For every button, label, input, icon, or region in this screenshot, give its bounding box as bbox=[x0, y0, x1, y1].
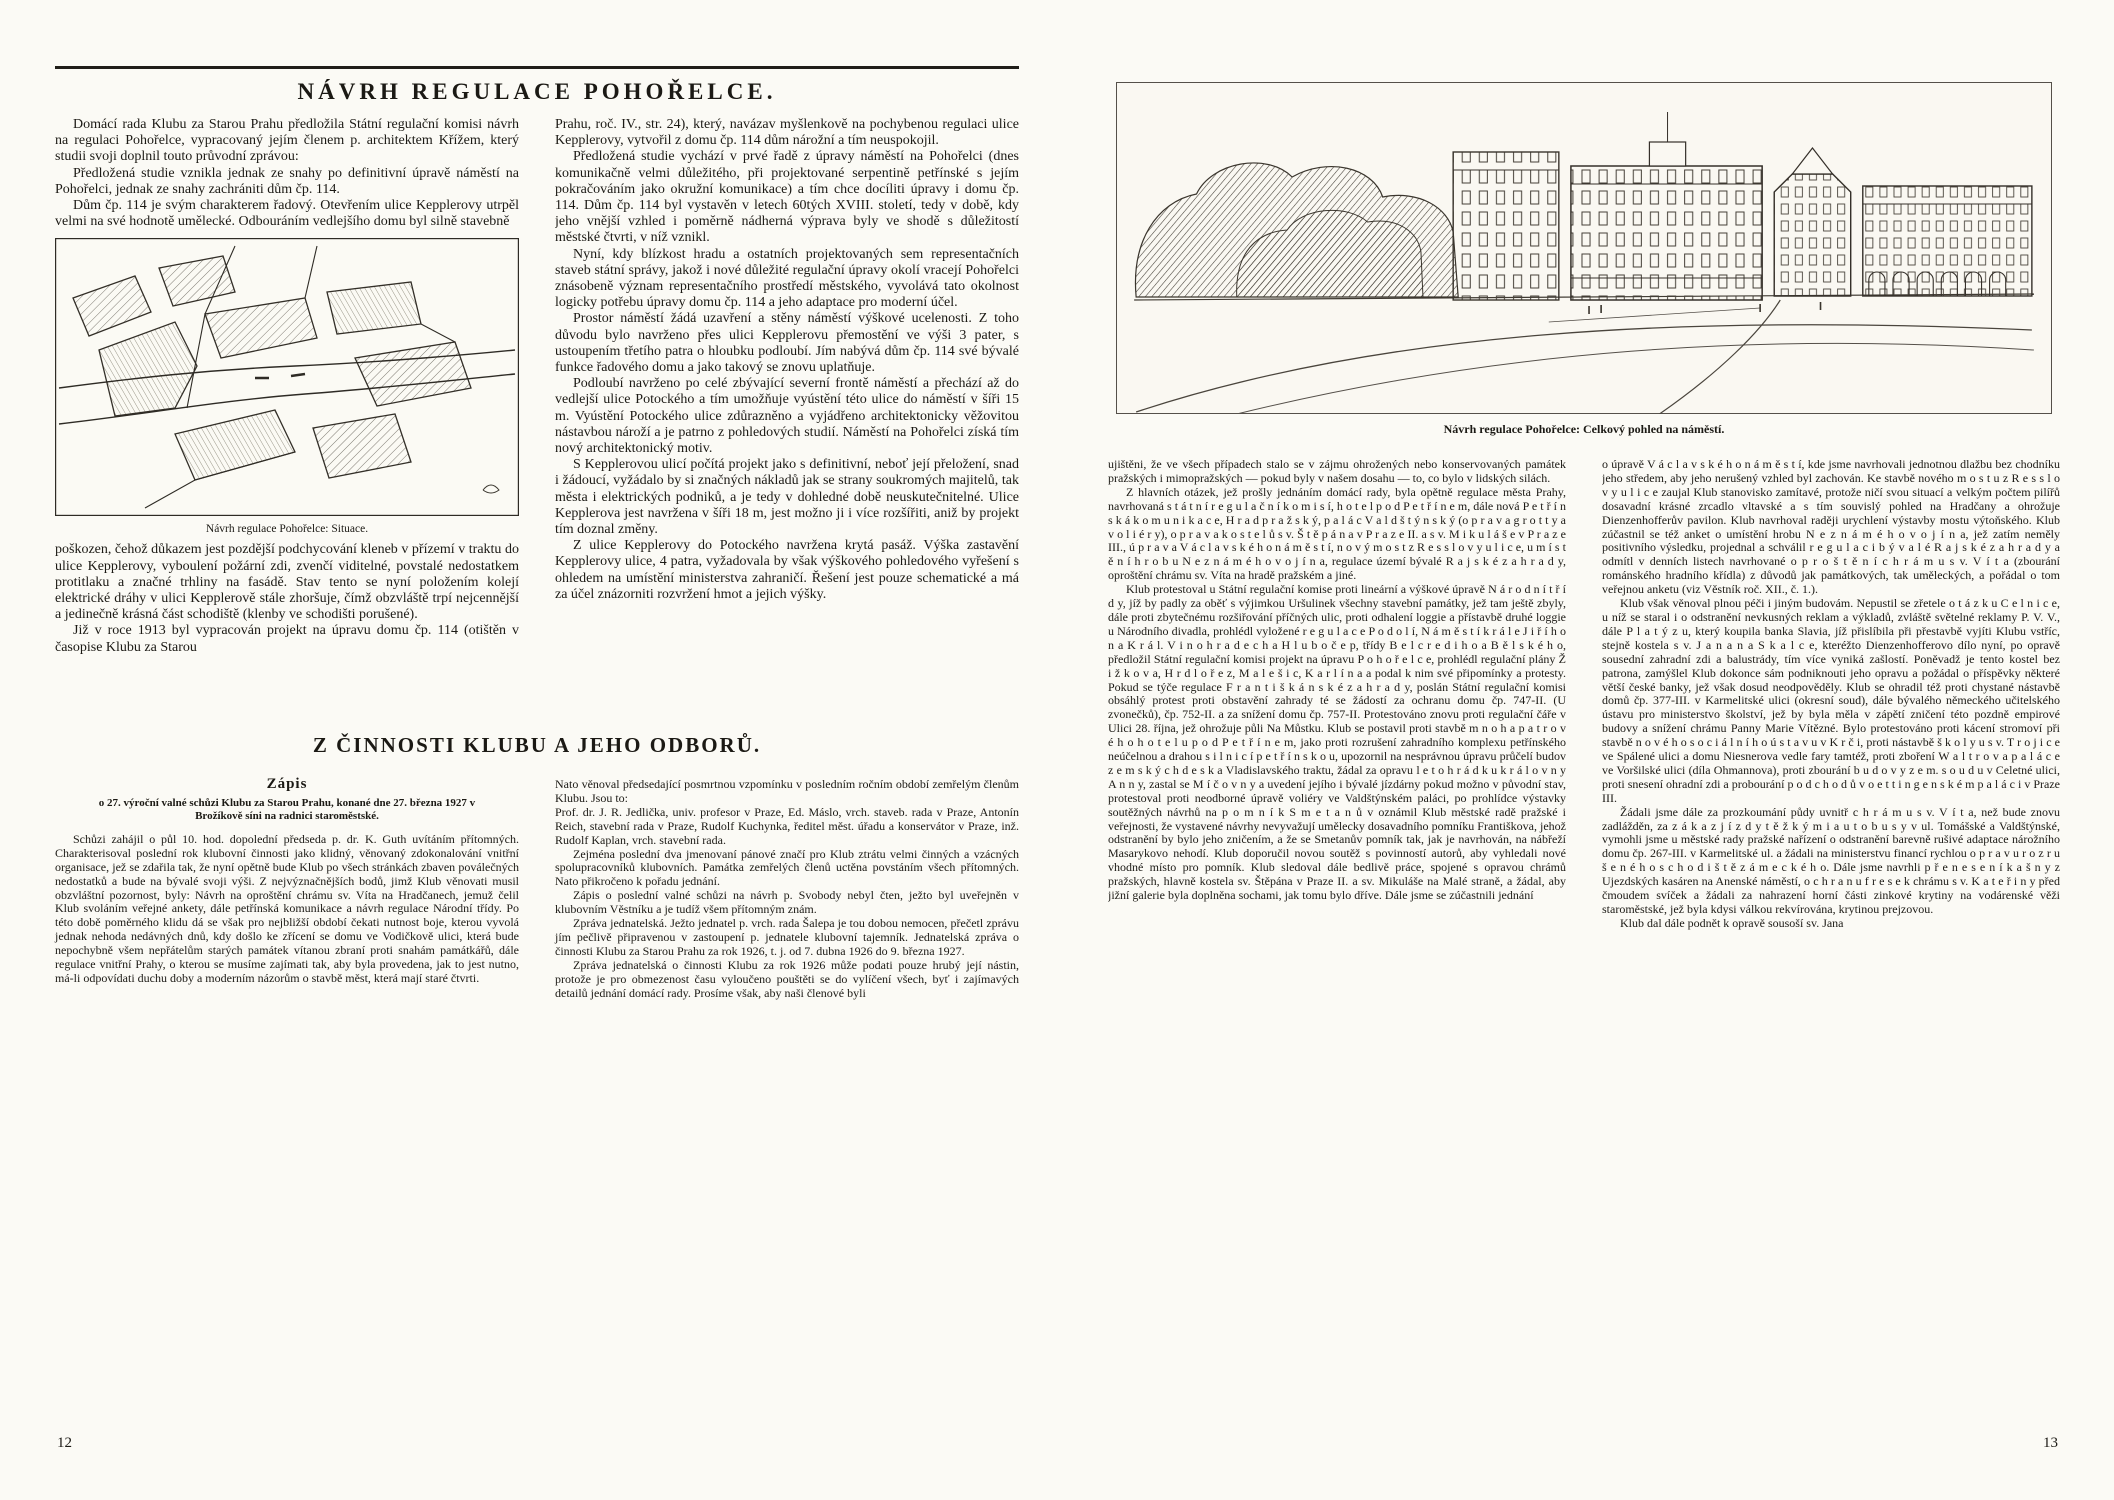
page-number-right: 13 bbox=[2043, 1435, 2058, 1451]
paragraph: Klub však věnoval plnou péči i jiným budovám. Nepustil se zřetele o t á z k u C e l n i c e, u níž se staral i o odstranění nevkusných reklam a výkladů, zvláště světelné reklamy P. V. V., dále P l a t ý z u, který koupila banka Slavia, jíž přislíbila při přestavbě vyjíti Klubu vstříc, stejně kostela s v. J a n a n a S k a l c e, kteréžto Dienzenhofferovo dílo nyní, po opravě sousední zahradní zdi a balustrády, tím více vyniká zašlostí. Poněvadž je tento kostel bez patrona, zamýšlel Klub dokonce sám podniknouti jeho opravu a požádal o příspěvky některé větší české banky, jež však dosud neodpověděly. Klub se ohradil též proti chystané nástavbě domů čp. 377-III. v Karmelitské ulici (okresní soud), dále bývalého německého učitelského ústavu pro ministerstvo školství, jež by byla měla v zápětí zničení této pozdně empirové budovy a snížení chrámu Panny Marie Vítězné. Bylo protestováno proti kácení stromoví při stavbě n o v é h o s o c i á l n í h o ú s t a v u v K r č i, proti nástavbě š k o l y u s v. T r o j i c e ve Spálené ulici a domu Niesnerova vedle fary tamtéž, proti zboření W a l t r o v a p a l á c e ve Voršilské ulici (díla Ohmannova), proti zbourání b u d o v y z e m. s o u d u v Celetné ulici, proti snesení ohradní zdi a probourání p o d c h o d ů v o e t t i n g e n s k é m p a l á c i v Praze III. bbox=[1602, 596, 2060, 805]
article-title: NÁVRH REGULACE POHOŘELCE. bbox=[297, 79, 777, 104]
top-rule bbox=[55, 66, 1019, 69]
right-page-columns bbox=[1108, 458, 2060, 1058]
page-number-left: 12 bbox=[57, 1435, 72, 1451]
situation-map-figure bbox=[55, 238, 519, 536]
article-column-2 bbox=[555, 117, 1019, 707]
paragraph: Prof. dr. J. R. Jedlička, univ. profesor v Praze, Ed. Máslo, vrch. staveb. rada v Praze, Antonín Reich, stavební rada v Praze, Rudolf Kuchynka, ředitel měst. úřadu a konservátor v Praze, inž. Rudolf Kaplan, vrch. stavební rada. bbox=[555, 804, 1019, 847]
paragraph: ujištěni, že ve všech případech stalo se v zájmu ohrožených nebo konservovaných památek pražských i mimopražských — pokud byly v našem dosahu — to, co bylo v lidských silách. bbox=[1108, 458, 1566, 485]
paragraph: Zpráva jednatelská o činnosti Klubu za rok 1926 může podati pouze hrubý její nástin, protože je pro obmezenost času vyloučeno pouštěti se do vylíčení všech, byť i zajímavých detailů jednání domácí rady. Prosíme však, aby naši členové byli bbox=[555, 957, 1019, 1000]
paragraph: Prahu, roč. IV., str. 24), který, navázav myšlenkově na pochybenou regulaci ulice Kepplerovy, vytvořil z domu čp. 114 dům nárožní a tím neuspokojil. bbox=[555, 117, 1019, 149]
paragraph: poškozen, čehož důkazem jest pozdější podchycování kleneb v přízemí v traktu do ulice Kepplerovy, vyboulení požární zdi, zvenčí viditelné, povstalé nedostatkem protitlaku a značné trhliny na fasádě. Stav tento se nyní položením kolejí elektrické dráhy v ulici Kepplerově stále zhoršuje, čímž obzvláště trpí nejcennější a jedinečně krásná část schodiště (klenby ve schodišti porušené). bbox=[55, 542, 519, 623]
paragraph: Dům čp. 114 je svým charakterem řadový. Otevřením ulice Kepplerovy utrpěl velmi na své hodnotě umělecké. Odbouráním vedlejšího domu byl silně stavebně bbox=[55, 198, 519, 230]
article-col2-paragraphs bbox=[555, 117, 1019, 603]
paragraph: Již v roce 1913 byl vypracován projekt na úpravu domu čp. 114 (otištěn v časopise Klubu za Starou bbox=[55, 623, 519, 655]
paragraph: Předložená studie vznikla jednak ze snahy po definitivní úpravě náměstí na Pohořelci, jednak ze snahy zachrániti dům čp. 114. bbox=[55, 165, 519, 197]
paragraph: Zpráva jednatelská. Ježto jednatel p. vrch. rada Šalepa je tou dobou nemocen, přečetl zprávu jím pečlivě připravenou v zastoupení p. jednatele klubovní tajemník. Jednatelská zpráva o činnosti Klubu za Starou Prahu za rok 1926, t. j. od 7. dubna 1926 do 9. března 1927. bbox=[555, 916, 1019, 958]
article-col1-top-paragraphs bbox=[55, 117, 519, 230]
paragraph: Nato věnoval předsedající posmrtnou vzpomínku v posledním ročním období zemřelým členům Klubu. Jsou to: bbox=[555, 777, 1019, 805]
paragraph: Prostor náměstí žádá uzavření a stěny náměstí výškové ucelenosti. Z toho důvodu bylo navrženo přes ulici Kepplerovu přemostění ve výši 3 pater, s ustoupením třetího patra o hloubku podloubí. Jím nabývá dům čp. 114 své bývalé funkce řadového domu a jako takový se znovu uplatňuje. bbox=[555, 311, 1019, 376]
paragraph: Nyní, kdy blízkost hradu a ostatních projektovaných sem representačních staveb státní správy, jakož i nové důležité regulační úpravy okolí vracejí Pohořelci znásobeně význam representačního prostředí městského, vyvolává tato okolnost logicky potřebu úpravy domu čp. 114 a jeho adaptace pro moderní účel. bbox=[555, 246, 1019, 311]
zapis-column-1 bbox=[55, 778, 519, 1001]
paragraph: Zápis o poslední valné schůzi na návrh p. Svobody nebyl čten, ježto byl uveřejněn v klubovním Věstníku a je tudíž všem přítomným znám. bbox=[555, 888, 1019, 917]
zapis-col2-paragraphs bbox=[555, 778, 1019, 1001]
paragraph: Zejména poslední dva jmenovaní pánové značí pro Klub ztrátu velmi činných a vzácných spolupracovníků klubovních. Památka zemřelých členů uctěna povstáním všech přítomných. Nato přikročeno k pořadu jednání. bbox=[555, 846, 1019, 889]
paragraph: S Kepplerovou ulicí počítá projekt jako s definitivní, neboť její přeložení, snad i žádoucí, vyžádalo by si značných nákladů jak se strany soukromých majitelů, tak města i elektrických podniků, a je tedy v dohledné době neuskutečnitelné. Ulice Kepplerova jest navržena v šíři 18 m, jest možno ji i více rozšířiti, aniž by projekt tím doznal změny. bbox=[555, 457, 1019, 538]
zapis-columns bbox=[55, 778, 1019, 1001]
paragraph: Schůzi zahájil o půl 10. hod. dopolední předseda p. dr. K. Guth uvítáním přítomných. Charakterisoval poslední rok klubovní činnosti jako klidný, věnovaný zdokonalování vnitřní organisace, jež se zdařila tak, že nyní opětně bude Klub po všech stránkách zbaven poválečných nedostatků a bude na bývalé svoji výši. Z nejvýznačnějších bodů, jimž Klub věnovati musil obzvláštní pozornost, byly: Návrh na oproštění chrámu sv. Víta na Hradčanech, jemuž čelil Klub svoláním veřejné ankety, dále petřínská komunikace a návrh regulace Národní třídy. Po této době poměrného klidu dá se však pro nejbližší období čekati nutnost boje, kterou vyvolá jednak nehoda nedávných dnů, kdy došlo ke zřícení se domu ve Vodičkově ulici, která bude nepochybně všem nepřátelům starých památek vítanou zbraní proti snahám památkářů, dále regulace vnitřní Prahy, o kterou se musíme zajímati tak, aby byla provedena, jak to jest nutno, má-li odpovídati duchu doby a moderním názorům o stavbě měst, která mají staré čtvrti. bbox=[55, 831, 519, 985]
paragraph: Žádali jsme dále za prozkoumání půdy uvnitř c h r á m u s v. V í t a, než bude znovu zadlážděn, za z á k a z j í z d y t ě ž k ý m i a u t o b u s y v ul. Tomášské a Valdštýnské, vymohli jsme u městské rady pražské nařízení o odstranění barevně rušivé adaptace nárožního domu čp. 267-III. v Karmelitské ul. a žádali na ministerstvu financí rychlou o p r a v u r o z r u š e n é h o s c h o d i š t ě z á m e c k é h o. Dále jsme navrhli p ř e n e s e n í k a š n y z Ujezdských kasáren na Anenské náměstí, o c h r a n u f r e s e k chrámu s v. K a t e ř i n y před čmoudem svíček a žádali za nahrazení horní části zinkové krytiny na vodárenské věži staroměstské, jež byla kdysi válkou rekvírována, krytinou prejzovou. bbox=[1602, 804, 2060, 916]
zapis-column-2 bbox=[555, 778, 1019, 1001]
article-columns bbox=[55, 117, 1019, 707]
paragraph: Klub dal dále podnět k opravě sousoší sv. Jana bbox=[1620, 915, 1844, 930]
paragraph: Podloubí navrženo po celé zbývající severní frontě náměstí a přechází až do vedlejší ulice Potockého a tím umožňuje vyústění této ulice do náměstí v šíři 15 m. Vyústění Potockého ulice zdůrazněno a vyjádřeno architektonicky věžovitou nástavbou nároží a je patrno z pohledových studií. Náměstí na Pohořelci získá tím nový architektonický motiv. bbox=[555, 376, 1019, 457]
article-column-1 bbox=[55, 117, 519, 707]
square-view-caption: Návrh regulace Pohořelce: Celkový pohled na náměstí. bbox=[1443, 422, 1725, 436]
paragraph: Předložená studie vychází v prvé řadě z úpravy náměstí na Pohořelci (dnes komunikačně velmi důležitého, při projektované serpentině petřínské s jejím pokračováním jako okružní komunikace) a tím chce docíliti úpravy i domu čp. 114. Dům čp. 114 byl vystavěn v letech 60tých XVIII. století, tedy v době, kdy jeho vnější vzhled i poměrně nádherná výprava byly ve shodě s důležitostí městské čtvrti, v níž vznikl. bbox=[555, 149, 1019, 246]
paragraph: o úpravě V á c l a v s k é h o n á m ě s t í, kde jsme navrhovali jednotnou dlažbu bez chodníku jeho středem, aby jeho nerušený vzhled byl zachován. Ke stavbě nového m o s t u z R e s s l o v y u l i c e zaujal Klub stanovisko zamítavé, protože ničí svou situací a velkým počtem pilířů dosavadní krásné zrcadlo vltavské a s tím souvislý pohled na Hradčany a ohrožuje Dienzenhofferův pavilon. Klub navrhoval raději urychlení výstavby mostu výtoňského. Klub zúčastnil se též anket o umístění hrobu N e z n á m é h o v o j í n a, jež zatím neměly positivního výsledku, projednal a schválil r e g u l a c i b ý v a l é R a j s k é z a h r a d y a odmítl v denních listech navrhované o p r o š t ě n í c h r á m u s v. V í t a (zbourání románského hradního křídla) z důvodů jak památkových, tak uměleckých, a pořádal o tom veřejnou anketu (viz Věstník roč. XII., č. 1.). bbox=[1602, 458, 2060, 597]
zapis-heading: Zápis bbox=[266, 776, 308, 792]
zapis-subheading: o 27. výroční valné schůzi Klubu za Starou Prahu, konané dne 27. března 1927 v Brožíkově síni na radnici staroměstské. bbox=[98, 796, 476, 823]
paragraph: Klub protestoval u Státní regulační komise proti lineární a výškové úpravě N á r o d n í t ř í d y, jíž by padly za oběť s výjimkou Uršulinek všechny stavební památky, jež tam ještě zbyly, dále proti zbytečnému rozšiřování příčných ulic, proti odhalení loggie a přístavbě druhé loggie u Národního divadla, prohlédl vyložené r e g u l a c e P o d o l í, N á m ě s t í k r á l e J i ř í h o n a K r á l. V i n o h r a d e c h a H l u b o č e p, třídy B e l c r e d i h o a B ě l s k é h o, předložil Státní regulační komisi projekt na úpravu P o h o ř e l c e, prohlédl regulační plány Ž i ž k o v a, H r d l o ř e z, M a l e š i c, K a r l í n a a podal k nim své připomínky a protesty. Pokud se týče regulace F r a n t i š k á n s k é z a h r a d y, poslán Státní regulační komisi obsáhlý protest proti obstavění zahrady té se žádostí za ochranu domu čp. 747-II. (U zvonečků), čp. 752-II. a za snížení domu čp. 757-II. Protestováno znovu proti regulační čáře v Ulici 28. října, jež ohrožuje půli Na Můstku. Klub se postavil proti stavbě m n o h a p a t r o v é h o h o t e l u p o d P e t ř í n e m, jako proti rozrušení zahradního komplexu petřínského neúčelnou a drahou s i l n i c í p e t ř í n s k o u, upozornil na nesprávnou úpravu průčelí budov z e m s k ý c h d e s k a Vladislavského traktu, žádal za opravu l e t o h r á d k u k r á l o v n y A n n y, zastal se M í č o v n y a uvedení jejího i bývalé jízdárny pokud možno v původní stav, protestoval proti neodborné úpravě voliéry ve Valdštýnském paláci, po prohlídce výstavky soutěžných návrhů na p o m n í k S m e t a n ů v oznámil Klub městské radě pražské i veřejnosti, že vystavené návrhy nevyvažují umělecky dosavadního pomníku Františkova, jehož odstranění by bylo jeho zničením, a že se Smetanův pomník tak, jak je navrhován, na nábřeží Masarykovo nehodí. Klub doporučil novou soutěž s povinností autorů, aby vyhledali nové vhodné místo pro pomník. Klub sledoval dále bedlivě práce, spojené s opravou chrámů pražských, hlavně kostela sv. Štěpána v Praze II. a sv. Mikuláše na Malé straně, a žádal, aby jižní galerie byla doplněna sochami, jak tomu bylo dříve. Dále jsme se zúčastnili jednání bbox=[1108, 582, 1566, 903]
page-12 bbox=[55, 0, 1019, 1500]
right-col1-paragraphs bbox=[1108, 458, 1566, 903]
paragraph: Domácí rada Klubu za Starou Prahu předložila Státní regulační komisi návrh na regulaci Pohořelce, vypracovaný jejím členem p. architektem Křížem, který studii svoji doplnil touto průvodní zprávou: bbox=[55, 117, 519, 165]
section-title: Z ČINNOSTI KLUBU A JEHO ODBORŮ. bbox=[312, 733, 762, 757]
paragraph: Z ulice Kepplerovy do Potockého navržena krytá pasáž. Výška zastavění Kepplerovy ulice, 4 patra, vyžadovala by však výškového pohledového vyřešení s ohledem na umístění ministerstva zahraničí. Řešení jest pouze schematické a má za účel znázorniti rozvržení hmot a jejich výšky. bbox=[555, 538, 1019, 602]
right-col2-paragraphs bbox=[1602, 458, 2060, 931]
right-column-1 bbox=[1108, 458, 1566, 1058]
situation-map-drawing bbox=[55, 238, 519, 516]
paragraph: Z hlavních otázek, jež prošly jednáním domácí rady, byla opětně regulace města Prahy, navrhovaná s t á t n í r e g u l a č n í k o m i s í, h o t e l p o d P e t ř í n e m, dále nová P e t ř í n s k á k o m u n i k a c e, H r a d p r a ž s k ý, p a l á c V a l d š t ý n s k ý (o p r a v a g r o t t y a v o l i é r y), o p r a v a k o s t e l ů s v. Š t ě p á n a v P r a z e II. a s v. M i k u l á š e v P r a z e III., ú p r a v a V á c l a v s k é h o n á m ě s t í, n o v ý m o s t z R e s s l o v y u l i c e, u m í s t ě n í h r o b u N e z n á m é h o v o j í n a, regulace území bývalé R a j s k é z a h r a d y, oproštění chrámu sv. Víta na hradě pražském a jiné. bbox=[1108, 484, 1566, 583]
square-view-figure bbox=[1116, 82, 2052, 436]
square-view-drawing bbox=[1116, 82, 2052, 414]
map-caption: Návrh regulace Pohořelce: Situace. bbox=[205, 523, 369, 536]
page-13 bbox=[1108, 0, 2060, 1500]
right-column-2 bbox=[1602, 458, 2060, 1058]
zapis-col1-paragraphs bbox=[55, 833, 519, 986]
article-col1-bottom-paragraphs bbox=[55, 542, 519, 655]
